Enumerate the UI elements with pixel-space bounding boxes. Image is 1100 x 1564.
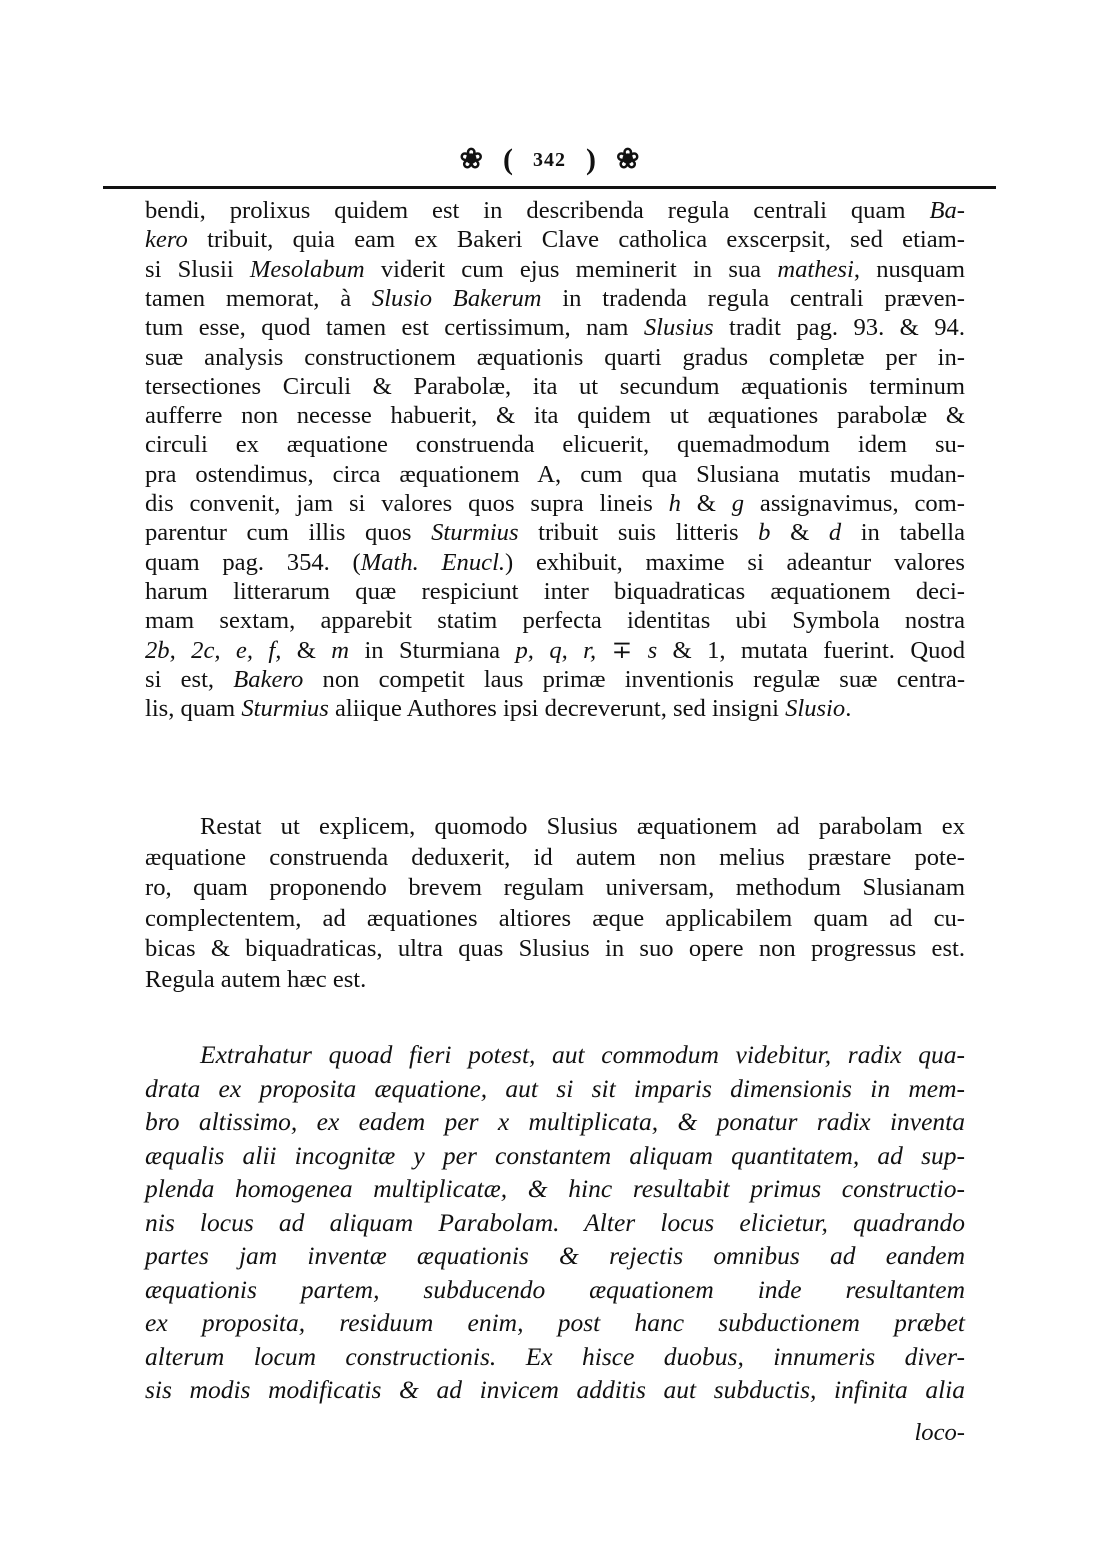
italic-span: h [668,490,681,517]
text-span: , nusquam [853,255,966,283]
text-line: æquationis partem, subducendo æquationem inde resultantem [145,1274,965,1304]
paren-left: ( [503,143,513,176]
italic-span: mathesi [777,255,854,283]
text-line: Restat ut explicem, quomodo Slusius æquationem ad parabolam ex [200,813,965,840]
text-span: aliique Authores ipsi decreverunt, sed insigni [328,695,786,723]
italic-span: Sturmius [431,519,519,547]
italic-span: g [731,490,745,517]
text-span: circuli ex æquatione construenda elicuerit, quemadmodum idem su- [145,431,965,459]
text-span: tamen memorat, à [145,284,372,312]
italic-span: b [758,519,771,547]
text-line: alterum locum constructionis. Ex hisce duobus, innumeris diver- [145,1341,965,1371]
italic-span: Slusio Bakerum [371,284,542,312]
text-line [145,577,965,606]
italic-span: Slusius [643,314,714,342]
text-span: harum litterarum quæ respiciunt inter biquadraticas æquationem deci- [145,577,965,605]
text-line [145,430,965,459]
text-line [145,196,965,225]
text-span: tribuit suis litteris [518,519,759,547]
text-span: & [281,636,332,664]
text-line: nis locus ad aliquam Parabolam. Alter locus elicietur, quadrando [145,1207,965,1237]
text-line [145,518,965,547]
italic-span: p, q, r, ∓ s [515,636,658,664]
text-line [145,636,965,665]
text-line [145,255,965,284]
italic-span: m [331,636,350,664]
text-span: si est, [145,665,234,693]
text-span: pra ostendimus, circa æquationem A, cum qua Slusiana mutatis mudan- [145,460,965,488]
text-span: mam sextam, apparebit statim perfecta identitas ubi Symbola nostra [145,607,965,635]
text-line: ro, quam proponendo brevem regulam universam, methodum Slusianam [145,874,965,901]
text-line [145,606,965,635]
italic-span: Mesolabum [249,255,365,283]
text-span: & 1, mutata fuerint. Quod [657,636,965,664]
text-line [145,548,965,577]
text-line [145,401,965,430]
text-span: tersectiones Circuli & Parabolæ, ita ut secundum æquationis terminum [145,372,965,400]
text-span: tribuit, quia eam ex Bakeri Clave catholica exscerpsit, sed etiam- [187,226,965,254]
text-line [145,284,965,313]
text-span: & [680,490,732,517]
text-line [145,225,965,254]
text-span: tum esse, quod tamen est certissimum, nam [145,314,644,342]
text-line [145,343,965,372]
text-span: in tradenda regula centrali præven- [541,284,965,312]
paren-right: ) [586,143,596,176]
text-line: æqualis alii incognitæ y per constantem aliquam quantitatem, ad sup- [145,1140,965,1170]
text-span: quam pag. 354. ( [145,548,361,576]
text-span: non competit laus primæ inventionis regulæ suæ centra- [303,665,966,693]
text-span: lis, quam [145,695,242,723]
catchword: loco- [914,1419,965,1446]
text-span: tradit pag. 93. & 94. [713,314,965,342]
running-header [103,142,996,186]
text-line [145,489,965,518]
text-line: ex proposita, residuum enim, post hanc subductionem præbet [145,1308,965,1337]
text-span: in Sturmiana [349,636,516,664]
text-line: bro altissimo, ex eadem per x multiplicata, & ponatur radix inventa [145,1107,965,1136]
italic-span: Slusio [785,695,846,723]
text-span: si Slusii [145,255,250,283]
text-line: partes jam inventæ æquationis & rejectis omnibus ad eandem [145,1241,965,1270]
italic-span: Bakero [233,665,304,693]
text-line: Regula autem hæc est. [145,965,367,993]
text-line [145,694,965,723]
text-span: dis convenit, jam si valores quos supra lineis [145,490,669,517]
italic-span: d [828,519,842,547]
page-number: 342 [533,149,566,171]
text-span: & [770,519,829,547]
italic-span: Sturmius [241,695,329,723]
text-line [145,665,965,694]
fleuron-right-icon: ❀ [616,144,640,175]
text-line: sis modis modificatis & ad invicem additis aut subductis, infinita alia [145,1375,965,1404]
text-span: aufferre non necesse habuerit, & ita quidem ut æquationes parabolæ & [145,402,965,430]
text-line: plenda homogenea multiplicatæ, & hinc resultabit primus constructio- [145,1174,965,1203]
text-span: . [845,695,852,723]
text-line: drata ex proposita æquatione, aut si sit imparis dimensionis in mem- [145,1073,965,1103]
text-span: parentur cum illis quos [145,519,432,547]
text-line [145,313,965,342]
text-span: viderit cum ejus meminerit in sua [364,255,778,283]
text-line: æquatione construenda deduxerit, id autem non melius præstare pote- [145,843,965,871]
text-span: suæ analysis constructionem æquationis quarti gradus completæ per in- [145,343,965,371]
text-span: ) exhibuit, maxime si adeantur valores [505,548,965,576]
italic-span: 2b, 2c, e, f, [145,636,282,664]
text-line: complectentem, ad æquationes altiores æque applicabilem quam ad cu- [145,904,965,932]
text-span: assignavimus, com- [744,490,965,517]
italic-span: Ba- [929,197,965,224]
fleuron-left-icon: ❀ [459,144,483,175]
italic-span: Math. Enucl. [360,548,506,576]
header-rule [103,186,996,189]
text-line [145,372,965,401]
text-line: Extrahatur quoad fieri potest, aut commodum videbitur, radix qua- [200,1040,965,1069]
text-span: bendi, prolixus quidem est in describenda regula centrali quam [145,197,930,224]
italic-span: kero [145,226,188,254]
text-line: bicas & biquadraticas, ultra quas Slusius in suo opere non progressus est. [145,935,965,962]
text-span: in tabella [841,519,965,547]
text-line [145,460,965,489]
